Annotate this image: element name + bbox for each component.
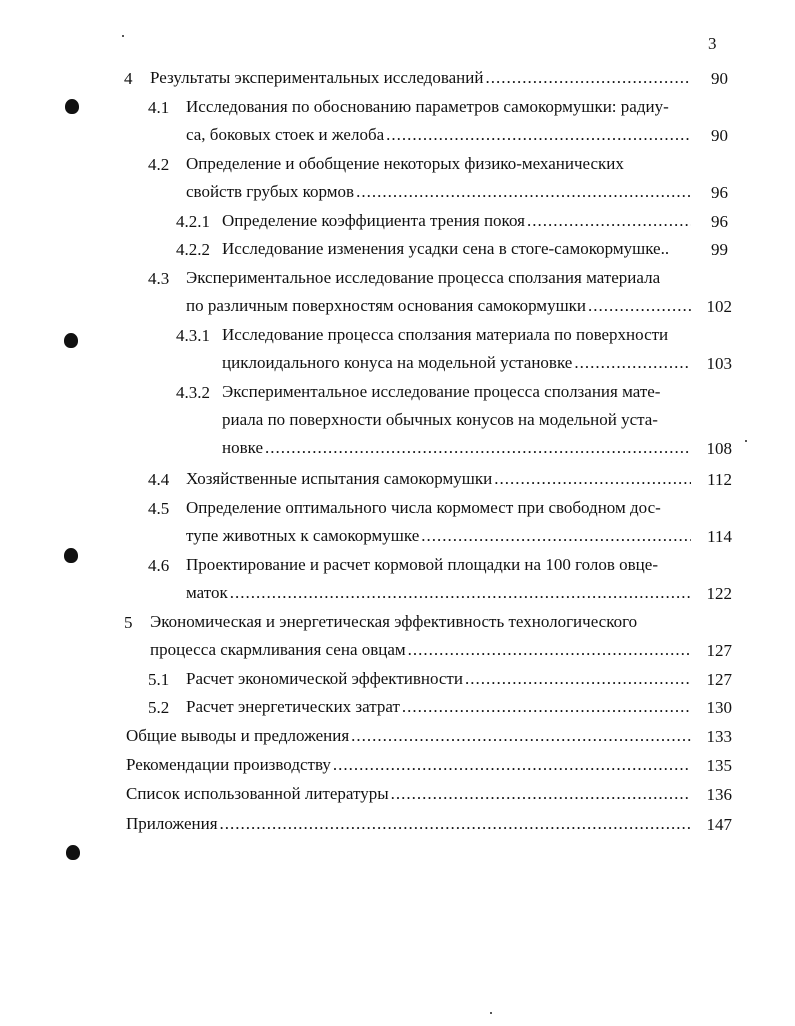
toc-title: Общие выводы и предложения: [126, 726, 350, 745]
toc-line: [222, 321, 696, 345]
dot-leader: [220, 814, 691, 834]
dot-leader: [421, 526, 691, 546]
toc-number: 4.2.2: [176, 240, 210, 259]
toc-line: [126, 810, 691, 834]
toc-line: [150, 608, 696, 632]
toc-line: [186, 264, 696, 288]
toc-page: 96: [711, 183, 728, 202]
toc-title: новке: [222, 438, 264, 457]
toc-line: [186, 292, 691, 316]
dot-leader: [391, 784, 691, 804]
toc-line: [222, 406, 696, 430]
toc-number: 4.2: [148, 155, 170, 174]
dot-leader: [356, 182, 691, 202]
scan-speck: [122, 35, 124, 37]
toc-title: Расчет энергетических затрат: [186, 697, 400, 716]
toc-title: Результаты экспериментальных исследований: [150, 68, 484, 87]
toc-line: [186, 465, 691, 489]
toc-line: [126, 722, 691, 746]
toc-number: 5.1: [148, 670, 170, 689]
dot-leader: [402, 697, 691, 717]
toc-number: 4.5: [148, 499, 170, 518]
toc-number: 4.2.1: [176, 212, 210, 231]
toc-number: 5.2: [148, 698, 170, 717]
toc-line: [222, 349, 691, 373]
toc-line: [150, 64, 690, 88]
binding-hole-icon: [64, 333, 78, 348]
dot-leader: [527, 211, 691, 231]
toc-number: 4.3: [148, 269, 170, 288]
toc-title: свойств грубых кормов: [186, 182, 355, 201]
dot-leader: [485, 68, 690, 88]
toc-line: [126, 751, 691, 775]
toc-line: [186, 93, 696, 117]
toc-title: Приложения: [126, 814, 218, 833]
toc-title: Исследование процесса сползания материала по поверхности: [222, 325, 669, 344]
dot-leader: [465, 669, 691, 689]
toc-number: 5: [124, 613, 133, 632]
toc-line: [222, 434, 691, 458]
toc-line: [186, 665, 691, 689]
page-number: 3: [708, 34, 717, 53]
toc-line: [126, 780, 691, 804]
toc-page: 127: [706, 641, 732, 660]
toc-title: тупе животных к самокормушке: [186, 526, 420, 545]
toc-page: 96: [711, 212, 728, 231]
toc-title: Хозяйственные испытания самокормушки: [186, 469, 493, 488]
toc-number: 4.3.2: [176, 383, 210, 402]
toc-line: [222, 235, 691, 259]
toc-title: Проектирование и расчет кормовой площадки на 100 голов овце-: [186, 555, 658, 574]
dot-leader: [494, 469, 691, 489]
toc-page: 135: [706, 756, 732, 775]
toc-title: Рекомендации производству: [126, 755, 331, 774]
toc-line: [186, 522, 691, 546]
toc-title: Исследования по обоснованию параметров самокормушки: радиу-: [186, 97, 669, 116]
binding-hole-icon: [66, 845, 80, 860]
toc-page: 114: [707, 527, 732, 546]
scan-speck: [490, 1012, 492, 1014]
toc-number: 4: [124, 69, 133, 88]
dot-leader: [265, 438, 691, 458]
toc-line: [186, 150, 696, 174]
dot-leader: [588, 296, 691, 316]
toc-title: риала по поверхности обычных конусов на модельной уста-: [222, 410, 658, 429]
toc-line: [222, 207, 691, 231]
toc-title: са, боковых стоек и желоба: [186, 125, 385, 144]
dot-leader: [574, 353, 691, 373]
scan-speck: [745, 440, 747, 442]
toc-page: 102: [706, 297, 732, 316]
toc-page: 133: [706, 727, 732, 746]
binding-hole-icon: [64, 548, 78, 563]
toc-line: [186, 693, 691, 717]
toc-page: 103: [706, 354, 732, 373]
toc-number: 4.3.1: [176, 326, 210, 345]
toc-title: процесса скармливания сена овцам: [150, 640, 406, 659]
toc-page: 127: [706, 670, 732, 689]
toc-page: 99: [711, 240, 728, 259]
toc-page: 90: [711, 126, 728, 145]
dot-leader: [230, 583, 691, 603]
toc-title: Определение и обобщение некоторых физико-механических: [186, 154, 624, 173]
toc-title: Расчет экономической эффективности: [186, 669, 463, 688]
toc-title: маток: [186, 583, 228, 602]
toc-line: [186, 121, 691, 145]
binding-hole-icon: [65, 99, 79, 114]
toc-title: Определение оптимального числа кормомест при свободном дос-: [186, 498, 661, 517]
toc-number: 4.6: [148, 556, 170, 575]
toc-title: Список использованной литературы: [126, 784, 389, 803]
dot-leader: [408, 640, 691, 660]
toc-title: Экспериментальное исследование процесса сползания материала: [186, 268, 661, 287]
dot-leader: [386, 125, 691, 145]
toc-title: Исследование изменения усадки сена в стоге-самокормушке..: [222, 239, 670, 258]
toc-page: 122: [706, 584, 732, 603]
toc-page: 90: [711, 69, 728, 88]
toc-line: [150, 636, 691, 660]
toc-page: 130: [706, 698, 732, 717]
dot-leader: [351, 726, 691, 746]
toc-line: [222, 378, 696, 402]
toc-title: Определение коэффициента трения покоя: [222, 211, 525, 230]
toc-page: 108: [706, 439, 732, 458]
toc-number: 4.1: [148, 98, 170, 117]
toc-page: 136: [706, 785, 732, 804]
toc-line: [186, 494, 696, 518]
toc-line: [186, 178, 691, 202]
dot-leader: [333, 755, 691, 775]
toc-number: 4.4: [148, 470, 170, 489]
toc-page: 112: [707, 470, 732, 489]
toc-line: [186, 579, 691, 603]
toc-title: циклоидального конуса на модельной установке: [222, 353, 573, 372]
toc-line: [186, 551, 696, 575]
toc-page: 147: [706, 815, 732, 834]
toc-title: по различным поверхностям основания самокормушки: [186, 296, 587, 315]
toc-title: Экспериментальное исследование процесса сползания мате-: [222, 382, 661, 401]
toc-title: Экономическая и энергетическая эффективность технологического: [150, 612, 638, 631]
